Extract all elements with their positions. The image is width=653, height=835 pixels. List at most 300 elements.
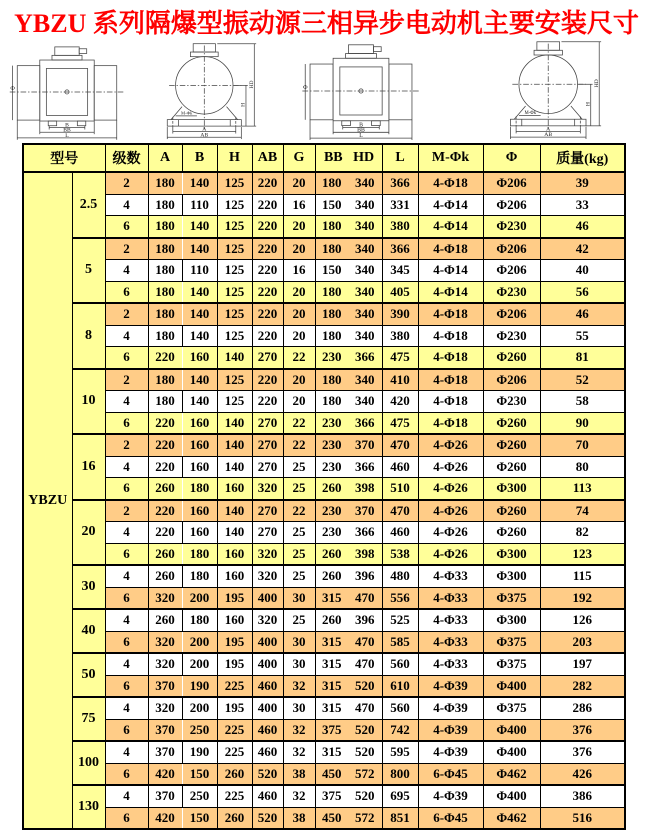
cell-ab: 460: [252, 741, 283, 763]
table-row: [23, 675, 625, 697]
cell-b: 180: [182, 478, 217, 500]
header-b: B: [182, 144, 217, 172]
cell-hd: 396: [348, 565, 382, 587]
cell-l: 405: [382, 281, 418, 303]
cell-l: 380: [382, 325, 418, 347]
cell-poles: 4: [105, 609, 148, 631]
cell-mk: 4-Φ18: [418, 172, 483, 194]
cell-poles: 2: [105, 369, 148, 391]
cell-l: 742: [382, 719, 418, 741]
cell-ab: 270: [252, 412, 283, 434]
header-h: H: [217, 144, 252, 172]
cell-mk: 4-Φ18: [418, 391, 483, 413]
cell-mass: 197: [540, 653, 625, 675]
cell-b: 140: [182, 369, 217, 391]
cell-g: 30: [283, 697, 315, 719]
cell-mk: 4-Φ26: [418, 522, 483, 544]
cell-mk: 4-Φ14: [418, 194, 483, 216]
cell-g: 20: [283, 391, 315, 413]
cell-bb: 180: [315, 172, 348, 194]
header-hd: HD: [353, 150, 375, 165]
header-model: 型号: [23, 144, 105, 172]
cell-ab: 320: [252, 543, 283, 565]
cell-mk: 4-Φ39: [418, 741, 483, 763]
cell-b: 160: [182, 347, 217, 369]
cell-phi: Φ260: [483, 522, 540, 544]
cell-l: 390: [382, 303, 418, 325]
cell-poles: 6: [105, 216, 148, 238]
cell-l: 366: [382, 238, 418, 260]
cell-poles: 6: [105, 675, 148, 697]
cell-hd: 366: [348, 347, 382, 369]
table-row: [23, 325, 625, 347]
table-row: [23, 631, 625, 653]
cell-phi: Φ400: [483, 719, 540, 741]
cell-ab: 220: [252, 303, 283, 325]
cell-ab: 220: [252, 216, 283, 238]
cell-l: 475: [382, 412, 418, 434]
table-row: [23, 719, 625, 741]
cell-h: 225: [217, 675, 252, 697]
header-bb-hd: [315, 144, 382, 172]
cell-bb: 230: [315, 500, 348, 522]
cell-phi: Φ375: [483, 587, 540, 609]
cell-bb: 180: [315, 216, 348, 238]
cell-mk: 4-Φ39: [418, 719, 483, 741]
dim-label-hd: HD: [593, 79, 600, 88]
cell-hd: 398: [348, 478, 382, 500]
cell-ab: 220: [252, 281, 283, 303]
cell-bb: 260: [315, 478, 348, 500]
cell-h: 140: [217, 522, 252, 544]
cell-g: 32: [283, 675, 315, 697]
cell-b: 200: [182, 587, 217, 609]
cell-a: 180: [148, 325, 182, 347]
cell-l: 480: [382, 565, 418, 587]
dim-label-a: A: [201, 126, 206, 133]
cell-mk: 4-Φ18: [418, 325, 483, 347]
cell-g: 25: [283, 456, 315, 478]
cell-mk: 4-Φ26: [418, 543, 483, 565]
cell-h: 140: [217, 434, 252, 456]
cell-phi: Φ300: [483, 543, 540, 565]
cell-bb: 315: [315, 697, 348, 719]
cell-g: 30: [283, 587, 315, 609]
cell-bb: 375: [315, 719, 348, 741]
cell-b: 160: [182, 412, 217, 434]
dim-label-ab: AB: [544, 132, 553, 139]
cell-a: 220: [148, 434, 182, 456]
cell-g: 25: [283, 478, 315, 500]
cell-g: 25: [283, 543, 315, 565]
cell-a: 320: [148, 653, 182, 675]
cell-mk: 4-Φ26: [418, 434, 483, 456]
cell-phi: Φ400: [483, 675, 540, 697]
cell-g: 22: [283, 412, 315, 434]
cell-l: 851: [382, 807, 418, 829]
table-row: [23, 697, 625, 719]
cell-bb: 180: [315, 369, 348, 391]
cell-ab: 220: [252, 325, 283, 347]
cell-bb: 150: [315, 194, 348, 216]
cell-a: 180: [148, 260, 182, 282]
cell-hd: 340: [348, 260, 382, 282]
cell-ab: 400: [252, 653, 283, 675]
cell-mass: 115: [540, 565, 625, 587]
cell-bb: 180: [315, 325, 348, 347]
cell-bb: 230: [315, 434, 348, 456]
cell-l: 800: [382, 763, 418, 785]
cell-mk: 4-Φ26: [418, 456, 483, 478]
cell-a: 220: [148, 347, 182, 369]
cell-hd: 572: [348, 763, 382, 785]
cell-g: 25: [283, 565, 315, 587]
cell-h: 125: [217, 216, 252, 238]
group-label-cell: 10: [72, 369, 105, 435]
cell-mk: 4-Φ18: [418, 347, 483, 369]
cell-hd: 340: [348, 172, 382, 194]
cell-mass: 516: [540, 807, 625, 829]
cell-mk: 4-Φ33: [418, 653, 483, 675]
group-label-cell: 5: [72, 238, 105, 304]
cell-phi: Φ206: [483, 194, 540, 216]
cell-phi: Φ206: [483, 172, 540, 194]
cell-bb: 230: [315, 522, 348, 544]
cell-phi: Φ462: [483, 763, 540, 785]
cell-h: 195: [217, 587, 252, 609]
table-header-row: [23, 144, 625, 172]
header-bb: BB: [323, 150, 343, 165]
cell-b: 200: [182, 653, 217, 675]
cell-hd: 370: [348, 434, 382, 456]
cell-a: 260: [148, 609, 182, 631]
group-label-cell: 50: [72, 653, 105, 697]
cell-ab: 270: [252, 522, 283, 544]
cell-phi: Φ260: [483, 500, 540, 522]
cell-phi: Φ260: [483, 412, 540, 434]
cell-bb: 260: [315, 609, 348, 631]
cell-b: 140: [182, 391, 217, 413]
cell-a: 260: [148, 478, 182, 500]
cell-poles: 4: [105, 741, 148, 763]
cell-a: 320: [148, 631, 182, 653]
cell-poles: 2: [105, 172, 148, 194]
cell-poles: 4: [105, 565, 148, 587]
table-row: [23, 434, 625, 456]
cell-l: 560: [382, 697, 418, 719]
cell-a: 180: [148, 172, 182, 194]
cell-mk: 4-Φ33: [418, 609, 483, 631]
table-row: [23, 194, 625, 216]
cell-g: 20: [283, 303, 315, 325]
cell-mk: 4-Φ18: [418, 369, 483, 391]
cell-a: 180: [148, 216, 182, 238]
cell-h: 125: [217, 172, 252, 194]
cell-a: 370: [148, 785, 182, 807]
table-row: [23, 260, 625, 282]
header-a: A: [148, 144, 182, 172]
cell-ab: 220: [252, 194, 283, 216]
cell-l: 331: [382, 194, 418, 216]
cell-mass: 39: [540, 172, 625, 194]
cell-mass: 80: [540, 456, 625, 478]
cell-b: 250: [182, 785, 217, 807]
cell-h: 160: [217, 543, 252, 565]
cell-h: 160: [217, 565, 252, 587]
cell-phi: Φ400: [483, 785, 540, 807]
cell-mass: 386: [540, 785, 625, 807]
motor-side-view-drawing-2: [287, 40, 435, 140]
cell-g: 30: [283, 631, 315, 653]
cell-bb: 150: [315, 260, 348, 282]
cell-mass: 203: [540, 631, 625, 653]
cell-mk: 4-Φ39: [418, 697, 483, 719]
cell-mk: 4-Φ18: [418, 412, 483, 434]
cell-mk: 4-Φ14: [418, 281, 483, 303]
cell-l: 420: [382, 391, 418, 413]
cell-poles: 2: [105, 500, 148, 522]
dim-label-b: B: [359, 122, 364, 129]
cell-mk: 4-Φ18: [418, 303, 483, 325]
cell-l: 410: [382, 369, 418, 391]
cell-g: 30: [283, 653, 315, 675]
cell-hd: 366: [348, 456, 382, 478]
cell-h: 140: [217, 500, 252, 522]
cell-g: 22: [283, 434, 315, 456]
cell-poles: 2: [105, 303, 148, 325]
cell-b: 150: [182, 807, 217, 829]
cell-g: 22: [283, 347, 315, 369]
dim-label-h: H: [585, 102, 592, 107]
cell-poles: 6: [105, 478, 148, 500]
table-row: [23, 303, 625, 325]
header-phi: Φ: [483, 144, 540, 172]
cell-b: 140: [182, 238, 217, 260]
cell-h: 160: [217, 609, 252, 631]
cell-h: 125: [217, 369, 252, 391]
cell-h: 225: [217, 785, 252, 807]
cell-h: 140: [217, 412, 252, 434]
cell-poles: 6: [105, 807, 148, 829]
cell-h: 195: [217, 697, 252, 719]
cell-b: 160: [182, 500, 217, 522]
dim-label-bb: BB: [357, 127, 366, 134]
cell-hd: 470: [348, 653, 382, 675]
cell-b: 140: [182, 172, 217, 194]
cell-l: 380: [382, 216, 418, 238]
cell-bb: 450: [315, 763, 348, 785]
cell-hd: 340: [348, 303, 382, 325]
cell-b: 200: [182, 631, 217, 653]
cell-l: 470: [382, 434, 418, 456]
cell-hd: 340: [348, 216, 382, 238]
cell-g: 20: [283, 369, 315, 391]
cell-ab: 400: [252, 697, 283, 719]
cell-phi: Φ260: [483, 434, 540, 456]
cell-b: 190: [182, 741, 217, 763]
cell-b: 190: [182, 675, 217, 697]
cell-ab: 400: [252, 631, 283, 653]
group-label-cell: 20: [72, 500, 105, 566]
cell-mass: 56: [540, 281, 625, 303]
cell-g: 25: [283, 522, 315, 544]
cell-h: 260: [217, 807, 252, 829]
cell-poles: 6: [105, 763, 148, 785]
cell-ab: 460: [252, 719, 283, 741]
cell-ab: 220: [252, 260, 283, 282]
cell-poles: 4: [105, 194, 148, 216]
cell-mk: 4-Φ26: [418, 500, 483, 522]
cell-poles: 2: [105, 434, 148, 456]
cell-h: 140: [217, 456, 252, 478]
cell-ab: 220: [252, 391, 283, 413]
dim-label-bolt: M-Φk: [524, 111, 537, 117]
cell-l: 556: [382, 587, 418, 609]
cell-mass: 113: [540, 478, 625, 500]
cell-b: 160: [182, 456, 217, 478]
cell-ab: 400: [252, 587, 283, 609]
cell-b: 160: [182, 522, 217, 544]
cell-g: 16: [283, 194, 315, 216]
cell-a: 220: [148, 412, 182, 434]
cell-h: 225: [217, 719, 252, 741]
cell-a: 260: [148, 565, 182, 587]
cell-mass: 286: [540, 697, 625, 719]
cell-a: 260: [148, 543, 182, 565]
cell-g: 38: [283, 807, 315, 829]
dim-label-phi: Φ: [303, 84, 308, 92]
cell-h: 195: [217, 653, 252, 675]
cell-mk: 4-Φ39: [418, 785, 483, 807]
table-row: [23, 609, 625, 631]
cell-hd: 366: [348, 522, 382, 544]
cell-hd: 572: [348, 807, 382, 829]
cell-b: 180: [182, 609, 217, 631]
cell-hd: 470: [348, 631, 382, 653]
cell-poles: 4: [105, 653, 148, 675]
cell-hd: 340: [348, 281, 382, 303]
cell-hd: 520: [348, 675, 382, 697]
cell-hd: 340: [348, 391, 382, 413]
table-row: [23, 653, 625, 675]
motor-side-view-drawing-1: [6, 42, 128, 140]
table-row: [23, 741, 625, 763]
dim-label-bolt: M-Φk: [180, 110, 193, 116]
cell-a: 370: [148, 675, 182, 697]
cell-h: 160: [217, 478, 252, 500]
dim-label-l: L: [359, 133, 364, 140]
cell-mass: 282: [540, 675, 625, 697]
group-label-cell: 30: [72, 565, 105, 609]
cell-a: 420: [148, 763, 182, 785]
page-title: YBZU 系列隔爆型振动源三相异步电动机主要安装尺寸: [14, 9, 639, 38]
cell-a: 320: [148, 587, 182, 609]
header-g: G: [283, 144, 315, 172]
cell-g: 32: [283, 785, 315, 807]
cell-phi: Φ260: [483, 347, 540, 369]
cell-hd: 520: [348, 741, 382, 763]
cell-poles: 4: [105, 325, 148, 347]
header-mk: M-Φk: [418, 144, 483, 172]
table-row: [23, 785, 625, 807]
group-label-cell: 2.5: [72, 172, 105, 238]
cell-phi: Φ375: [483, 697, 540, 719]
cell-phi: Φ230: [483, 391, 540, 413]
technical-drawings-row: [0, 42, 653, 140]
cell-ab: 520: [252, 807, 283, 829]
dim-label-hd: HD: [248, 80, 255, 89]
cell-phi: Φ375: [483, 653, 540, 675]
cell-a: 220: [148, 522, 182, 544]
cell-bb: 230: [315, 412, 348, 434]
cell-poles: 6: [105, 543, 148, 565]
cell-mass: 426: [540, 763, 625, 785]
cell-poles: 6: [105, 347, 148, 369]
cell-ab: 270: [252, 434, 283, 456]
dim-label-phi: Φ: [10, 86, 15, 93]
cell-a: 220: [148, 500, 182, 522]
cell-g: 20: [283, 281, 315, 303]
cell-poles: 2: [105, 238, 148, 260]
cell-l: 345: [382, 260, 418, 282]
cell-bb: 315: [315, 631, 348, 653]
model-cell: YBZU: [23, 172, 72, 829]
group-label-cell: 75: [72, 697, 105, 741]
cell-mk: 4-Φ18: [418, 238, 483, 260]
cell-phi: Φ206: [483, 303, 540, 325]
table-row: [23, 412, 625, 434]
cell-l: 695: [382, 785, 418, 807]
dim-label-a: A: [546, 126, 551, 133]
cell-l: 460: [382, 522, 418, 544]
cell-ab: 220: [252, 172, 283, 194]
cell-bb: 230: [315, 456, 348, 478]
cell-a: 370: [148, 719, 182, 741]
cell-phi: Φ375: [483, 631, 540, 653]
cell-hd: 340: [348, 238, 382, 260]
table-row: [23, 347, 625, 369]
cell-mk: 6-Φ45: [418, 763, 483, 785]
cell-ab: 460: [252, 785, 283, 807]
header-poles: 级数: [105, 144, 148, 172]
cell-l: 595: [382, 741, 418, 763]
cell-ab: 320: [252, 565, 283, 587]
dim-label-bb: BB: [63, 127, 71, 134]
table-row: [23, 565, 625, 587]
cell-bb: 180: [315, 281, 348, 303]
cell-bb: 315: [315, 653, 348, 675]
header-l: L: [382, 144, 418, 172]
cell-bb: 375: [315, 785, 348, 807]
cell-poles: 6: [105, 281, 148, 303]
table-row: [23, 587, 625, 609]
cell-mass: 52: [540, 369, 625, 391]
cell-h: 125: [217, 238, 252, 260]
cell-g: 32: [283, 741, 315, 763]
cell-g: 38: [283, 763, 315, 785]
cell-l: 585: [382, 631, 418, 653]
cell-phi: Φ230: [483, 216, 540, 238]
cell-mass: 376: [540, 719, 625, 741]
table-row: [23, 172, 625, 194]
cell-g: 20: [283, 325, 315, 347]
cell-poles: 4: [105, 785, 148, 807]
cell-ab: 220: [252, 369, 283, 391]
cell-poles: 4: [105, 697, 148, 719]
cell-b: 180: [182, 543, 217, 565]
cell-bb: 315: [315, 587, 348, 609]
cell-mass: 58: [540, 391, 625, 413]
